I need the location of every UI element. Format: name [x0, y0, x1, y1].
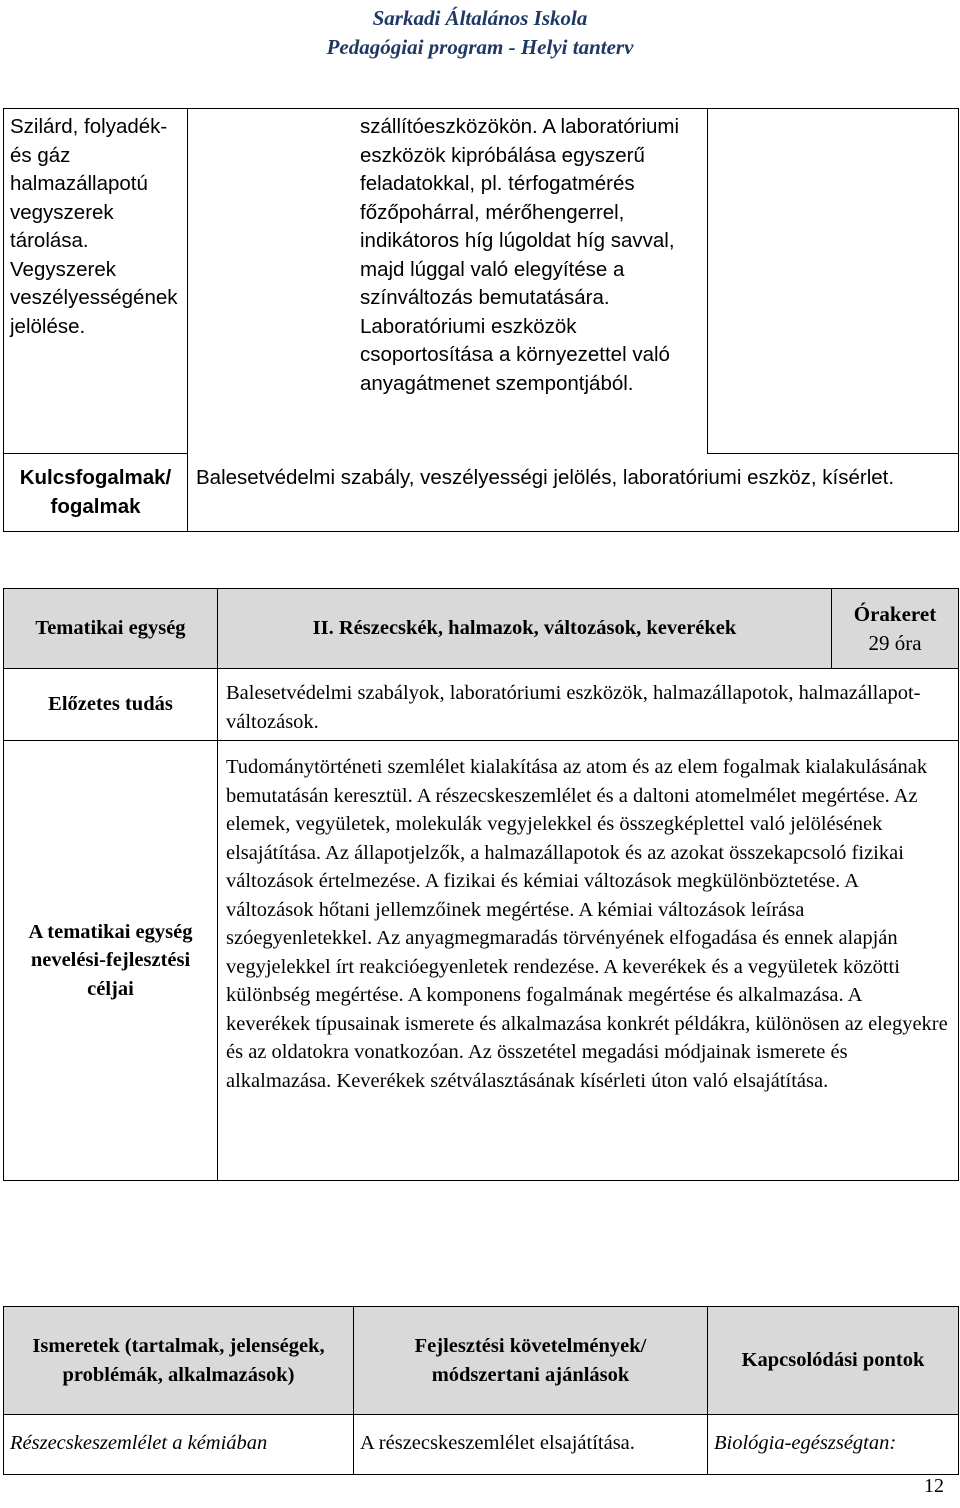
requirements-cell: A részecskeszemlélet elsajátítása.	[354, 1415, 708, 1475]
thematic-unit-label: Tematikai egység	[4, 589, 218, 669]
goals-value: Tudománytörténeti szemlélet kialakítása az atom és az elem fogalmak kialakulásának bemutatásán keresztül. A részecskeszemlélet és a daltoni atomelmélet megértése. Az elemek, vegyületek, molekulák vegyjelekkel és összegképlettel való jelölésének elsajátítása. Az állapotjelzők, a halmazállapotok és az azokat összekapcsoló fizikai változások értelmezése. A fizikai és kémiai változások megkülönböztetése. A változások hőtani jellemzőinek megértése. A kémiai változások leírása szóegyenletekkel. Az anyagmegmaradás törvényének elfogadása és ennek alapján vegyjelekkel írt reakcióegyenletek rendezése. A keverékek és a vegyületek közötti különbség megértése. A komponens fogalmának megértése és alkalmazása. A keverékek típusainak ismerete és alkalmazása konkrét példákra, különösen az elegyekre és az oldatokra vonatkozóan. Az összetétel megadási módjainak ismerete és alkalmazása. Keverékek szétválasztásának kísérleti úton való elsajátítása.	[218, 741, 959, 1181]
connections-cell: Biológia-egészségtan:	[708, 1415, 959, 1475]
goals-label: A tematikai egység nevelési-fejlesztési céljai	[4, 741, 218, 1181]
content-cell: Szilárd, folyadék- és gáz halmazállapotú vegyszerek tárolása. Vegyszerek veszélyességének jelölése.	[4, 109, 188, 454]
column-header-knowledge: Ismeretek (tartalmak, jelenségek, problémák, alkalmazások)	[4, 1307, 354, 1415]
column-header-connections: Kapcsolódási pontok	[708, 1307, 959, 1415]
thematic-unit-title: II. Részecskék, halmazok, változások, keverékek	[218, 589, 832, 669]
requirements-cell: szállítóeszközökön. A laboratóriumi eszközök kipróbálása egyszerű feladatokkal, pl. térfogatmérés főzőpohárral, mérőhengerrel, indikátoros híg lúgoldat híg savval, majd lúggal való elegyítése a színváltozás bemutatására. Laboratóriumi eszközök csoportosítása a környezettel való anyagátmenet szempontjából.	[188, 109, 708, 454]
prior-knowledge-value: Balesetvédelmi szabályok, laboratóriumi eszközök, halmazállapotok, halmazállapot-változások.	[218, 669, 959, 741]
prior-knowledge-label: Előzetes tudás	[4, 669, 218, 741]
school-name: Sarkadi Általános Iskola	[372, 6, 588, 30]
table-row	[4, 669, 959, 741]
table-row	[4, 1415, 959, 1475]
table-row	[4, 589, 959, 669]
time-frame-label: Órakeret	[853, 602, 937, 626]
page-number: 12	[924, 1475, 944, 1497]
key-concepts-value: Balesetvédelmi szabály, veszélyességi jelölés, laboratóriumi eszköz, kísérlet.	[188, 454, 959, 532]
time-frame-cell	[832, 589, 959, 669]
connections-cell	[708, 109, 959, 454]
thematic-unit-table	[3, 588, 959, 1181]
table-row	[4, 741, 959, 1181]
page-header	[0, 4, 960, 62]
time-frame-value: 29 óra	[868, 630, 922, 655]
knowledge-cell: Részecskeszemlélet a kémiában	[4, 1415, 354, 1475]
column-header-requirements: Fejlesztési követelmények/ módszertani ajánlások	[354, 1307, 708, 1415]
table-row	[4, 1307, 959, 1415]
continuation-table	[3, 108, 959, 532]
document-title: Pedagógiai program - Helyi tanterv	[326, 35, 634, 59]
key-concepts-label: Kulcsfogalmak/ fogalmak	[4, 454, 188, 532]
content-table	[3, 1306, 959, 1475]
table-row	[4, 454, 959, 532]
table-row	[4, 109, 959, 454]
